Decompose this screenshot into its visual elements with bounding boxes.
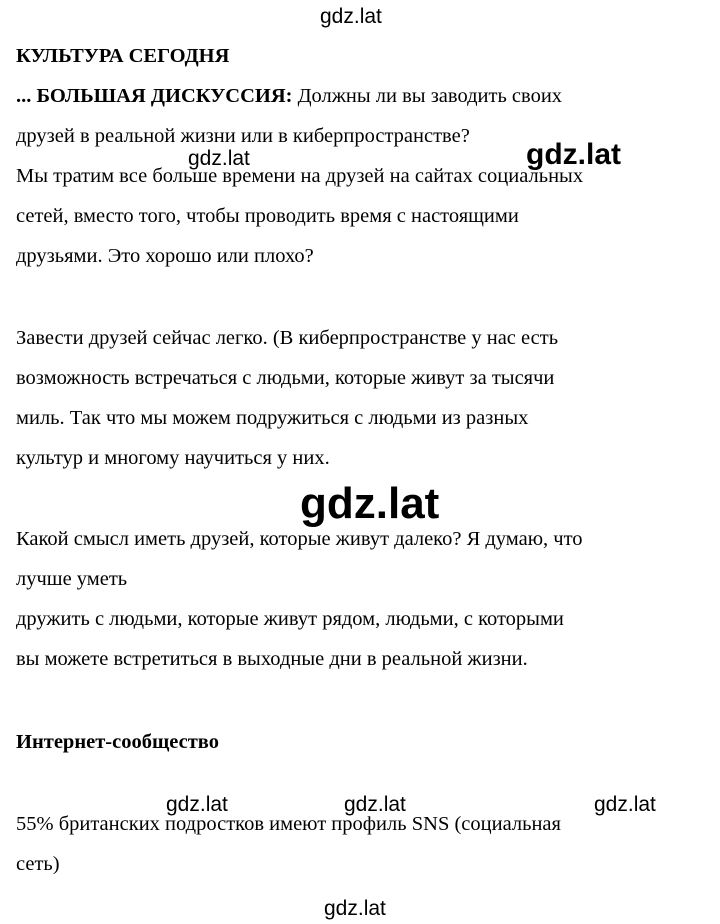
stat-line: сеть) <box>16 853 60 875</box>
paragraph3-line: вы можете встретиться в выходные дни в реальной жизни. <box>16 648 528 670</box>
paragraph3-line: лучше уметь <box>16 568 128 590</box>
discussion-question-part1: Должны ли вы заводить своих <box>292 85 563 107</box>
section-heading: Интернет-сообщество <box>16 731 219 753</box>
paragraph1-line: Мы тратим все больше времени на друзей на сайтах социальных <box>16 165 584 187</box>
paragraph2-line: культур и многому научиться у них. <box>16 447 330 469</box>
watermark-top: gdz.lat <box>320 5 382 28</box>
paragraph1-line: друзьями. Это хорошо или плохо? <box>16 245 314 267</box>
document-heading: КУЛЬТУРА СЕГОДНЯ <box>16 45 230 67</box>
stat-line: 55% британских подростков имеют профиль SNS (социальная <box>16 813 561 835</box>
watermark-row-right: gdz.lat <box>594 793 656 816</box>
paragraph3-line: дружить с людьми, которые живут рядом, людьми, с которыми <box>16 608 564 630</box>
watermark-mid-right: gdz.lat <box>526 138 621 171</box>
paragraph2-line: миль. Так что мы можем подружиться с людьми из разных <box>16 407 529 429</box>
watermark-mid-left: gdz.lat <box>188 147 250 170</box>
watermark-bottom: gdz.lat <box>324 897 386 920</box>
watermark-row-center: gdz.lat <box>344 793 406 816</box>
paragraph1-line: сетей, вместо того, чтобы проводить время с настоящими <box>16 205 519 227</box>
watermark-row-left: gdz.lat <box>166 793 228 816</box>
discussion-label: ... БОЛЬШАЯ ДИСКУССИЯ: <box>16 85 293 107</box>
discussion-question-part2: друзей в реальной жизни или в киберпространстве? <box>16 125 470 147</box>
paragraph2-line: Завести друзей сейчас легко. (В киберпространстве у нас есть <box>16 327 559 349</box>
paragraph3-line: Какой смысл иметь друзей, которые живут далеко? Я думаю, что <box>16 528 583 550</box>
watermark-center: gdz.lat <box>300 479 440 528</box>
discussion-line-1 <box>16 76 562 116</box>
paragraph2-line: возможность встречаться с людьми, которые живут за тысячи <box>16 367 555 389</box>
